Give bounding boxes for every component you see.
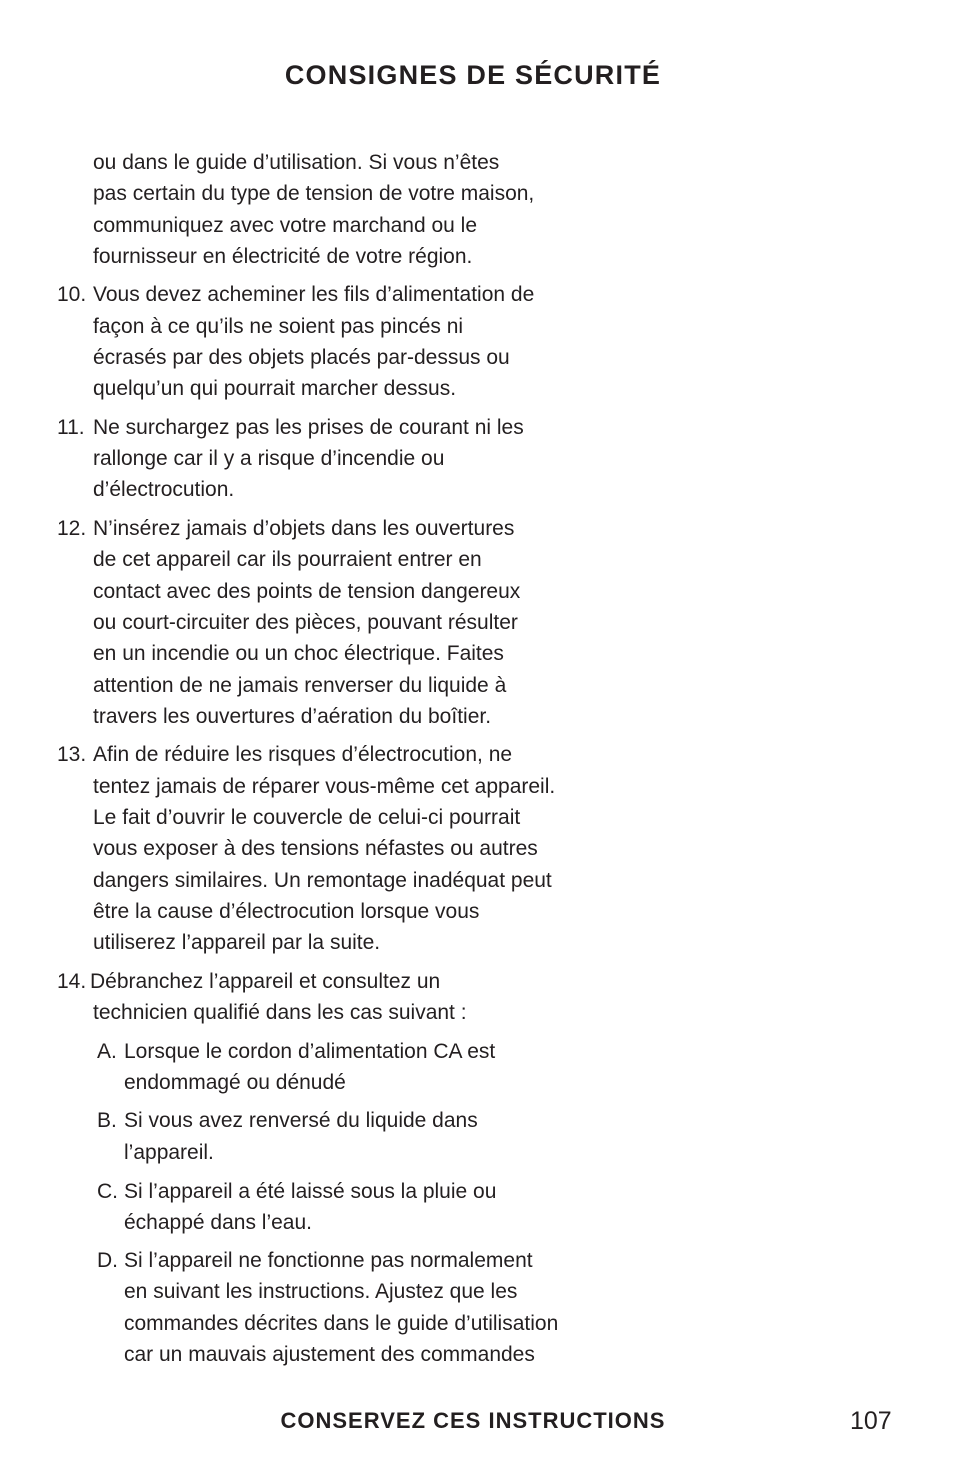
subitem-line: l’appareil.	[124, 1141, 214, 1164]
item-line: quelqu’un qui pourrait marcher dessus.	[93, 377, 457, 400]
subitem-letter: D.	[97, 1249, 118, 1272]
subitem-letter: C.	[97, 1180, 118, 1203]
page-title: CONSIGNES DE SÉCURITÉ	[284, 60, 662, 90]
subitem-line: Si vous avez renversé du liquide dans	[124, 1109, 478, 1132]
item-line: Ne surchargez pas les prises de courant ni les	[93, 416, 524, 439]
subitem-line: en suivant les instructions. Ajustez que les	[124, 1280, 518, 1303]
item-line: rallonge car il y a risque d’incendie ou	[93, 447, 445, 470]
item-line: écrasés par des objets placés par-dessus ou	[93, 346, 510, 369]
footer-title: CONSERVEZ CES INSTRUCTIONS	[280, 1408, 666, 1433]
subitem-letter: A.	[97, 1040, 117, 1063]
item-line: Afin de réduire les risques d’électrocution, ne	[93, 743, 513, 766]
subitem-line: commandes décrites dans le guide d’utilisation	[124, 1312, 559, 1335]
item-number: 12.	[57, 517, 87, 540]
continuation-line: fournisseur en électricité de votre région.	[93, 245, 473, 268]
item-line: être la cause d’électrocution lorsque vous	[93, 900, 480, 923]
item-line: contact avec des points de tension dangereux	[93, 580, 521, 603]
item-number: 11.	[57, 416, 85, 439]
subitem-line: Si l’appareil ne fonctionne pas normalement	[124, 1249, 533, 1272]
item-line: technicien qualifié dans les cas suivant :	[93, 1001, 467, 1024]
item-line: de cet appareil car ils pourraient entrer en	[93, 548, 482, 571]
continuation-line: pas certain du type de tension de votre maison,	[93, 182, 535, 205]
item-line: travers les ouvertures d’aération du boîtier.	[93, 705, 492, 728]
subitem-line: car un mauvais ajustement des commandes	[124, 1343, 535, 1366]
subitem-line: échappé dans l’eau.	[124, 1211, 312, 1234]
subitem-letter: B.	[97, 1109, 117, 1132]
item-line: N’insérez jamais d’objets dans les ouvertures	[93, 517, 515, 540]
item-line: Vous devez acheminer les fils d’alimentation de	[93, 283, 535, 306]
item-line: vous exposer à des tensions néfastes ou autres	[93, 837, 538, 860]
item-number: 14.	[57, 970, 87, 993]
item-number: 13.	[57, 743, 87, 766]
item-line: attention de ne jamais renverser du liquide à	[93, 674, 507, 697]
page-number: 107	[850, 1407, 892, 1435]
subitem-line: Lorsque le cordon d’alimentation CA est	[124, 1040, 496, 1063]
subitem-line: Si l’appareil a été laissé sous la pluie ou	[124, 1180, 497, 1203]
item-line: dangers similaires. Un remontage inadéquat peut	[93, 869, 552, 892]
item-line: utiliserez l’appareil par la suite.	[93, 931, 381, 954]
continuation-line: ou dans le guide d’utilisation. Si vous n’êtes	[93, 151, 500, 174]
item-line: en un incendie ou un choc électrique. Faites	[93, 642, 504, 665]
item-line: d’électrocution.	[93, 478, 235, 501]
item-line: tentez jamais de réparer vous-même cet appareil.	[93, 775, 556, 798]
item-number: 10.	[57, 283, 87, 306]
subitem-line: endommagé ou dénudé	[124, 1071, 346, 1094]
item-line: Le fait d’ouvrir le couvercle de celui-ci pourrait	[93, 806, 521, 829]
item-line: Débranchez l’appareil et consultez un	[90, 970, 441, 993]
item-line: façon à ce qu’ils ne soient pas pincés ni	[93, 315, 464, 338]
continuation-line: communiquez avec votre marchand ou le	[93, 214, 478, 237]
item-line: ou court-circuiter des pièces, pouvant résulter	[93, 611, 518, 634]
